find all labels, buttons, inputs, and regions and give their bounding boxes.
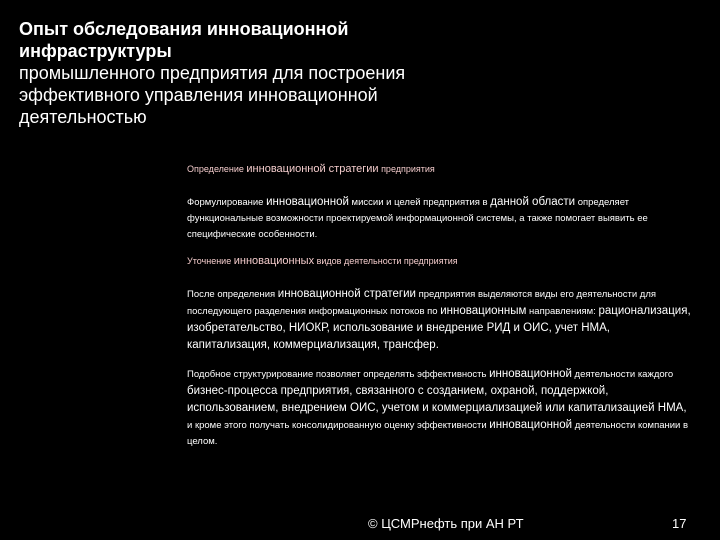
slide-title xyxy=(19,18,539,128)
para-text: Подобное структурирование позволяет определять эффективность xyxy=(187,369,490,380)
heading-text: видов деятельности предприятия xyxy=(314,256,458,266)
paragraph-activities xyxy=(187,286,692,354)
paragraph-structuring xyxy=(187,366,692,450)
paragraph-strategy xyxy=(187,194,692,243)
para-text: инновационной xyxy=(489,368,572,380)
para-text: определяет функциональные возможности проектируемой информационной системы, а также помогает выявить ее специфические особенности. xyxy=(187,197,648,240)
section-heading-strategy xyxy=(187,163,692,176)
title-line-5: деятельностью xyxy=(19,107,147,127)
heading-text: инновационных xyxy=(233,255,315,267)
para-text: данной области xyxy=(490,196,576,208)
section-heading-activities xyxy=(187,255,692,268)
para-text: и кроме этого получать консолидированную оценку эффективности xyxy=(187,420,490,431)
para-text: инновационной xyxy=(266,196,349,208)
para-text: предприятия выделяются виды его деятельности для последующего разделения информационных потоков по xyxy=(187,289,657,317)
para-text: инновационной xyxy=(489,419,573,431)
title-line-1: Опыт обследования инновационной xyxy=(19,19,349,39)
heading-text: Определение xyxy=(187,164,247,174)
para-text: деятельности каждого xyxy=(571,369,674,380)
heading-text: Уточнение xyxy=(187,256,234,266)
slide-content xyxy=(187,163,692,462)
para-text: рационализация, изобретательство, НИОКР, использование и внедрение РИД и ОИС, учет НМА, капитализация, коммерциализация, трансфер. xyxy=(187,305,691,351)
para-text: Формулирование xyxy=(187,197,267,208)
heading-text: инновационной стратегии xyxy=(246,163,379,175)
para-text: направлениям: xyxy=(526,306,599,317)
title-line-3: промышленного предприятия для построения xyxy=(19,63,406,83)
para-text: бизнес-процесса предприятия, связанного с созданием, охраной, поддержкой, использованием, внедрением ОИС, учетом и коммерциализацией или капитализацией НМА, xyxy=(187,385,687,414)
para-text: инновационной стратегии xyxy=(277,288,416,300)
para-text: инновационным xyxy=(440,305,527,317)
title-line-4: эффективного управления инновационной xyxy=(19,85,378,105)
footer-copyright: © ЦСМРнефть при АН РТ xyxy=(368,516,524,531)
heading-text: предприятия xyxy=(378,164,435,174)
title-line-2: инфраструктуры xyxy=(19,41,172,61)
page-number: 17 xyxy=(672,516,687,531)
para-text: миссии и целей предприятия в xyxy=(348,197,491,208)
para-text: деятельности компании в целом. xyxy=(187,420,689,447)
para-text: После определения xyxy=(187,289,278,300)
